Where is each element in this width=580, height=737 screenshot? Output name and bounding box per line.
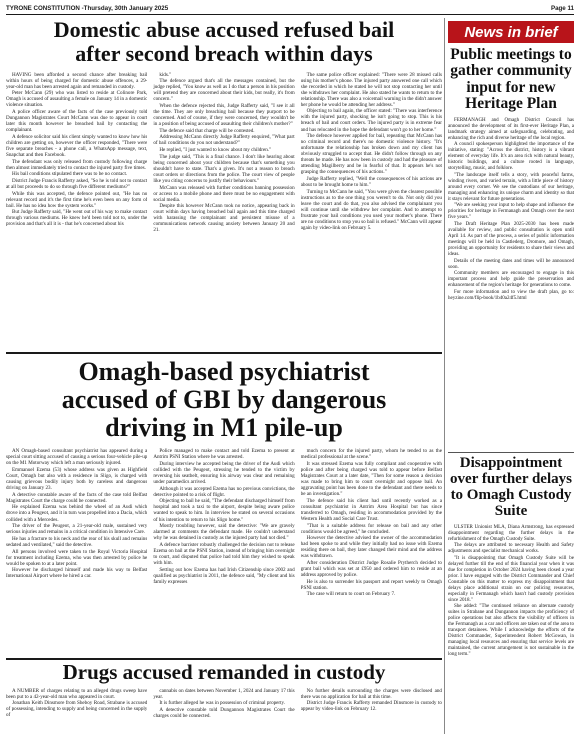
- brief2-body: [448, 525, 574, 659]
- story2-paragraph: much concern for the injured party, whom he tended to as the medical professional at the scene.": [300, 448, 442, 461]
- brief1-paragraph: FERMANAGH and Omagh District Council has announced the development of its first-ever Heritage Plan, a landmark strategy aimed at safeguarding, celebrating, and enhancing the rich and diverse heritage of the local region.: [448, 117, 574, 141]
- story2-paragraph: It was stressed Ezema was fully compliant and cooperative with police and after being charged was told to appear before Belfast Magistrates Court at a later date, "Then for some reason a decision was made to bring him to court overnight and oppose bail. An aggravating point has been done to the defendant and there needs to be an investigation.": [300, 460, 442, 498]
- story3-column-2: [153, 688, 294, 732]
- story1-paragraph: The defendant was only released from custody following charge then almost immediately tried to contact the injured party five times.: [6, 158, 148, 171]
- story1-paragraph: The defence said that charge will be contested.: [159, 127, 255, 134]
- story1-column-3: [301, 72, 442, 348]
- story3-column-3: [301, 688, 442, 732]
- story2-paragraph: A detective constable aware of the facts of the case told Belfast Magistrates Court the charge could be connected.: [6, 491, 148, 504]
- story2-paragraph: The case will return to court on February 7.: [306, 591, 396, 598]
- story1-paragraph: He replied, "I just wanted to know about my children.": [159, 147, 272, 154]
- story1-paragraph: Judge Rafferty replied, "Well the consequences of his actions are about to be brought home to him.": [300, 176, 442, 189]
- story1-column-2: [153, 72, 294, 348]
- story1-paragraph: Peter McCann (29) who was listed to reside at Colinore Park, Omagh is accused of assaulting a female on January 14 in a domestic violence situation.: [6, 90, 148, 109]
- story2-paragraph: The defence said his client had until recently worked as a consultant psychiatrist in Antrim Area Hospital but has since transferred to Omagh, residing in accommodation provided by the Western Health and Social Care Trust.: [300, 497, 442, 522]
- story2-column-3: [301, 448, 442, 654]
- sidebar-divider: [448, 452, 574, 453]
- story2-paragraph: "That is a suitable address for release on bail and any other conditions would be agreed," he concluded.: [300, 522, 442, 535]
- story2-paragraph: Mostly troubling however, said the detective: "We are gravely alarmed at comments the defendant made. He couldn't understand why he was detained in custody as the injured party had not died.": [153, 523, 295, 542]
- story1-paragraph: When the defence rejected this, Judge Rafferty said, "I see it all the time. They are only breaching bail because they purport to be concerned. And of course, if they were concerned, they wouldn't be in a position of being accused of assaulting their children's mother?": [153, 102, 295, 128]
- story2-paragraph: During interview he accepted being the driver of the Audi which collided with the Peugeot, stressing he tended to the victim by reversing his seatbelt, ensuring his airway was clear and remaining under paramedics arrived.: [153, 460, 295, 486]
- story3-paragraph: No further details surrounding the charges were disclosed and there was no application for bail at this time.: [300, 687, 442, 700]
- story2-paragraph: He has a fracture to his neck and the rear of his skull and remains sedated and ventilated," said the detective.: [6, 535, 148, 548]
- story-drugs: [6, 661, 442, 735]
- story3-paragraph: It is further alleged he was in possession of criminal property.: [159, 700, 286, 707]
- story3-paragraph: A NUMBER of charges relating to an alleged drugs sweep have been put to a 42-year-old man who appeared in court.: [6, 687, 148, 700]
- story2-paragraph: Although it was accepted Ezema has no previous convictions, the detective pointed to a risk of flight.: [153, 485, 295, 498]
- news-in-brief-banner: News in brief: [448, 21, 574, 43]
- story1-paragraph: A police officer aware of the facts of the case previously told Dungannon Magistrates Court McCann was due to appear in court later this month however he breached bail by contacting the complainant.: [6, 108, 148, 134]
- brief2-paragraph: ULSTER Unionist MLA, Diana Armstrong, has expressed disappointment regarding the further delays in the refurbishment of the Omagh Custody Suite.: [448, 524, 574, 542]
- brief2-paragraph: She added: "The continued reliance on alternate custody suites in Strabane and Dungannon impacts the proficiency of police operations but also affects the visibility of officers in the Fermanagh as a car and officers are taken out of the area to transport detainees. While I acknowledge the efforts of the District Commander, Superintendent Robert McGowan, in managing local resources and ensuring that service levels are maintained, the current arrangement is not sustainable in the long term.": [448, 604, 574, 658]
- story2-paragraph: AN Omagh-based consultant psychiatrist has appeared during a special court sitting accused of causing a serious four-vehicle pile-up on the M1 Motorway which left a man seriously injured.: [6, 448, 148, 467]
- brief-custody-suite: [448, 456, 574, 735]
- story2-column-1: [6, 448, 147, 654]
- story1-paragraph: Objecting to bail again, the officer stated: "There was interference with the injured party, shocking he isn't going to stop. This is his breach of bail and court orders. The injured party is in extreme fear and has relocated in the hope the defendant won't go to her home.": [300, 108, 442, 133]
- story1-paragraph: But Judge Rafferty said, "He went out of his way to make contact through various mediums. He knew he'd been told not to, under the provision and that's all it is - that he's concerned about his: [6, 209, 148, 228]
- brief1-paragraph: For more information and to view the draft plan, go to: heyzine.com/flip-book/1b40a24f5.html: [448, 289, 574, 301]
- brief2-headline: Disappointment over further delays to Omagh Custody Suite: [450, 456, 572, 519]
- story2-paragraph: Police managed to make contact and told Ezema to present at Antrim PSNI Station where he was arrested.: [153, 448, 295, 461]
- brief1-paragraph: "The landscape itself tells a story, with peaceful farms, winding rivers, and varied terrain, with a little piece of history around every corner. We see the custodians of our heritage, managing and enhancing its unique charm and identity so that it stays relevant for future generations.: [448, 172, 574, 202]
- brief1-headline: Public meetings to gather community input for new Heritage Plan: [450, 47, 572, 113]
- brief-heritage-plan: [448, 47, 574, 449]
- story3-paragraph: District Judge Francis Rafferty remanded Dinsmore in custody to appear by video-link on February 12.: [300, 700, 442, 713]
- story2-paragraph: Setting out how Ezema has had Irish Citizenship since 2002 and qualified as psychiatrist in 2011, the defence said, "My client and his family expresses: [153, 566, 295, 585]
- brief1-paragraph: The Draft Heritage Plan 2025-2030 has been made available for review, and public consultation is open until April 14. As part of the process, a series of public information meetings will be held in Castlederg, Dromore, and Omagh, providing an opportunity for residents to share their views and ideas.: [448, 222, 574, 258]
- story1-paragraph: The judge said, "This is a final chance. I don't like hearing about being concerned about your children because that's something you shouldn't have to state. That's a given. It's not a reason to breach court orders or directions from the police. The court view of people like you citing concerns to justify their behaviours.": [153, 153, 295, 184]
- story3-headline: Drugs accused remanded in custody: [62, 661, 386, 684]
- story1-paragraph: kids.": [159, 71, 172, 78]
- sidebar-separator: [444, 18, 445, 734]
- masthead-page-number: Page 11: [550, 5, 574, 12]
- story2-paragraph: Objecting to bail he said, "The defendant discharged himself from hospital and took a taxi to the airport, despite being aware police wanted to speak to him. In interview he stated on several occasions of his intention to return to his Sligo home.": [153, 498, 295, 523]
- story1-paragraph: Addressing McCann directly Judge Rafferty enquired, "What part of bail conditions do you not understand?": [153, 134, 295, 147]
- story1-paragraph: McCann was released with further conditions banning possession or access to a mobile phone and there must be no engagement with social media.: [153, 184, 295, 203]
- story1-paragraph: The defence argued that's all the messages contained, but the judge replied, "You know as well as I do that a person in his position will pretend they are concerned about their kids, but really, it's from concern.": [153, 78, 295, 103]
- story-psychiatrist: [6, 356, 442, 656]
- divider-1: [6, 352, 442, 354]
- story1-paragraph: A defence solicitor said his client simply wanted to know how his children are getting on, however the officer responded, "There were five separate breaches - a phone call, a WhatsApp message, text, Snapchat and then Facebook.: [6, 133, 148, 158]
- brief1-paragraph: "We are seeking your input to help shape and influence the priorities for heritage in Fermanagh and Omagh over the next five years.": [448, 203, 574, 221]
- story-domestic-abuse: [6, 16, 442, 350]
- story3-paragraph: Jonathan Keith Dinsmore from Sheboy Road, Strabane is accused of possessing, intending to supply and being concerned in the supply of: [6, 700, 148, 719]
- story1-paragraph: His bail conditions stipulated there was to be no contact.: [12, 171, 128, 178]
- story2-paragraph: All persons involved were taken to the Royal Victoria Hospital for treatment including Ezema, who was then arrested by police he would be spoken to at a later point.: [6, 548, 148, 567]
- story2-paragraph: He is also to surrender his passport and report weekly to Omagh PSNI station.: [300, 578, 442, 591]
- brief1-paragraph: Details of the meeting dates and times will be announced soon.: [448, 258, 574, 270]
- story1-headline: [6, 18, 442, 66]
- story1-headline-line2: after second breach within days: [75, 40, 373, 66]
- story2-headline-line1: Omagh-based psychiatrist: [78, 357, 370, 386]
- brief2-paragraph: The delays are attributed to necessary Health and Safety adjustments and specialist mechanical works.: [448, 543, 574, 555]
- story2-paragraph: Emmanuel Ezema (53) whose address was given as Highfield Court, Omagh but also with a residence in Sligo, is charged with causing grievous bodily injury both by careless and dangerous driving on January 23.: [6, 466, 148, 492]
- divider-2: [6, 658, 442, 660]
- brief1-paragraph: A council spokesperson highlighted the importance of the initiative, stating: "Across the district, history is a vibrant element of everyday life. It's an area rich with natural beauty, historic buildings, and a culture rooted in language, storytelling, music, and folklore.: [448, 142, 574, 172]
- brief1-paragraph: Community members are encouraged to engage in this important process and help guide the preservation and enhancement of the region's heritage for generations to come.: [448, 271, 574, 289]
- story2-headline: [6, 358, 442, 442]
- story1-paragraph: The same police officer explained: "There were 28 missed calls using his mother's phone. The injured party answered one call which she recorded in which he stated he will not stop contacting her until she withdraws her complaint. He also stated he wants to return to the relationship. There was also a voicemail warning in the didn't answer her phone he would be attending her address.": [300, 71, 442, 108]
- brief2-paragraph: "It is disappointing that Omagh Custody Suite will be delayed further till the end of this financial year when it was due for completion in October 2024 having been closed a year prior. I have engaged with the District Commander and Chief Constable on this matter to express my disappointment that delays place additional strain on our policing resources, especially in Fermanagh which hasn't had custody provision since 2018.": [448, 555, 574, 603]
- story2-paragraph: He explained Ezema was behind the wheel of an Audi which drove into a Peugeot, and it in turn was propelled into a Dacia, which collided with a Mercedes.: [6, 504, 148, 523]
- story1-paragraph: District Judge Francis Rafferty asked, "So he is told not to contact at all but proceeds to do so through five different mediums?": [6, 177, 148, 190]
- story1-paragraph: Despite this however McCann took no notice, appearing back in court within days having breached bail again and this time charged with harassing the complainant and persistent misuse of a communications network causing anxiety between January 20 and 21.: [153, 203, 295, 234]
- story3-paragraph: cannabis on dates between November 1, 2024 and January 17 this year.: [153, 687, 295, 700]
- story1-paragraph: HAVING been afforded a second chance after breaking bail within hours of being charged for domestic abuse offences, a 29-year-old man has been arrested again and remanded in custody.: [6, 71, 148, 90]
- story1-paragraph: While this was accepted, the defence pointed out, "He has no relevant record and it's the first time he's even been on any form of bail. He has no idea how the system works.": [6, 190, 148, 209]
- page-masthead: [6, 3, 574, 15]
- story1-column-1: [6, 72, 147, 348]
- story3-paragraph: A detective constable told Dungannon Magistrates Court the charges could be connected.: [153, 707, 295, 720]
- story2-headline-line3: driving in M1 pile-up: [105, 413, 343, 443]
- masthead-publication: TYRONE CONSTITUTION -Thursday, 30th January 2025: [6, 5, 169, 12]
- story2-paragraph: However he discharged himself and made his way to Belfast International Airport where he hired a car.: [6, 567, 148, 580]
- story1-paragraph: The defence however applied for bail, repeating that McCann has no criminal record and there's no domestic violence history. "It's unfortunate the relationship has broken down and my client has obviously struggled to accept that. He didn't follow through on any threats he made. He has now been in custody and had the pleasure of attending Magilberry and be in fearful of that. It appears he's not grasping the consequences of his actions.": [300, 133, 442, 176]
- story2-paragraph: The driver of the Peugeot, a 21-year-old male, sustained very serious injuries and remains in a critical condition in Intensive Care.: [6, 523, 148, 536]
- story2-paragraph: After consideration District Judge Rosalie Prytherch decided to grant bail which was set at £950 and ordered him to reside at an address approved by police.: [300, 560, 442, 579]
- story2-paragraph: A defence barrister robustly challenged the decision not to release Ezema on bail at the PSNI Station, instead of bringing him overnight to court, and disputed that police had told him they wished to speak with him.: [153, 541, 295, 567]
- story2-paragraph: However the detective advised the owner of the accommodation had been spoke to and while they initially had no issue with Ezema residing there on bail, they later changed their mind and the address was withdrawn.: [300, 535, 442, 560]
- story2-headline-line2: accused of GBI by dangerous: [61, 385, 387, 415]
- story3-column-1: [6, 688, 147, 732]
- brief1-body: [448, 118, 574, 302]
- story1-paragraph: Turning to McCann he said, "You were given the clearest possible instructions as to the one thing you weren't to do. Not only did you leave the court and do that, you also advised the complainant you will continue until she withdrew her complaint. And to attempt to frustrate your bail conditions you used your mother's phone. There are no conditions to stop you so bail is refused." McCann will appear again by video-link on February 5.: [300, 188, 442, 232]
- story2-column-2: [153, 448, 294, 654]
- story1-headline-line1: Domestic abuse accused refused bail: [53, 17, 395, 42]
